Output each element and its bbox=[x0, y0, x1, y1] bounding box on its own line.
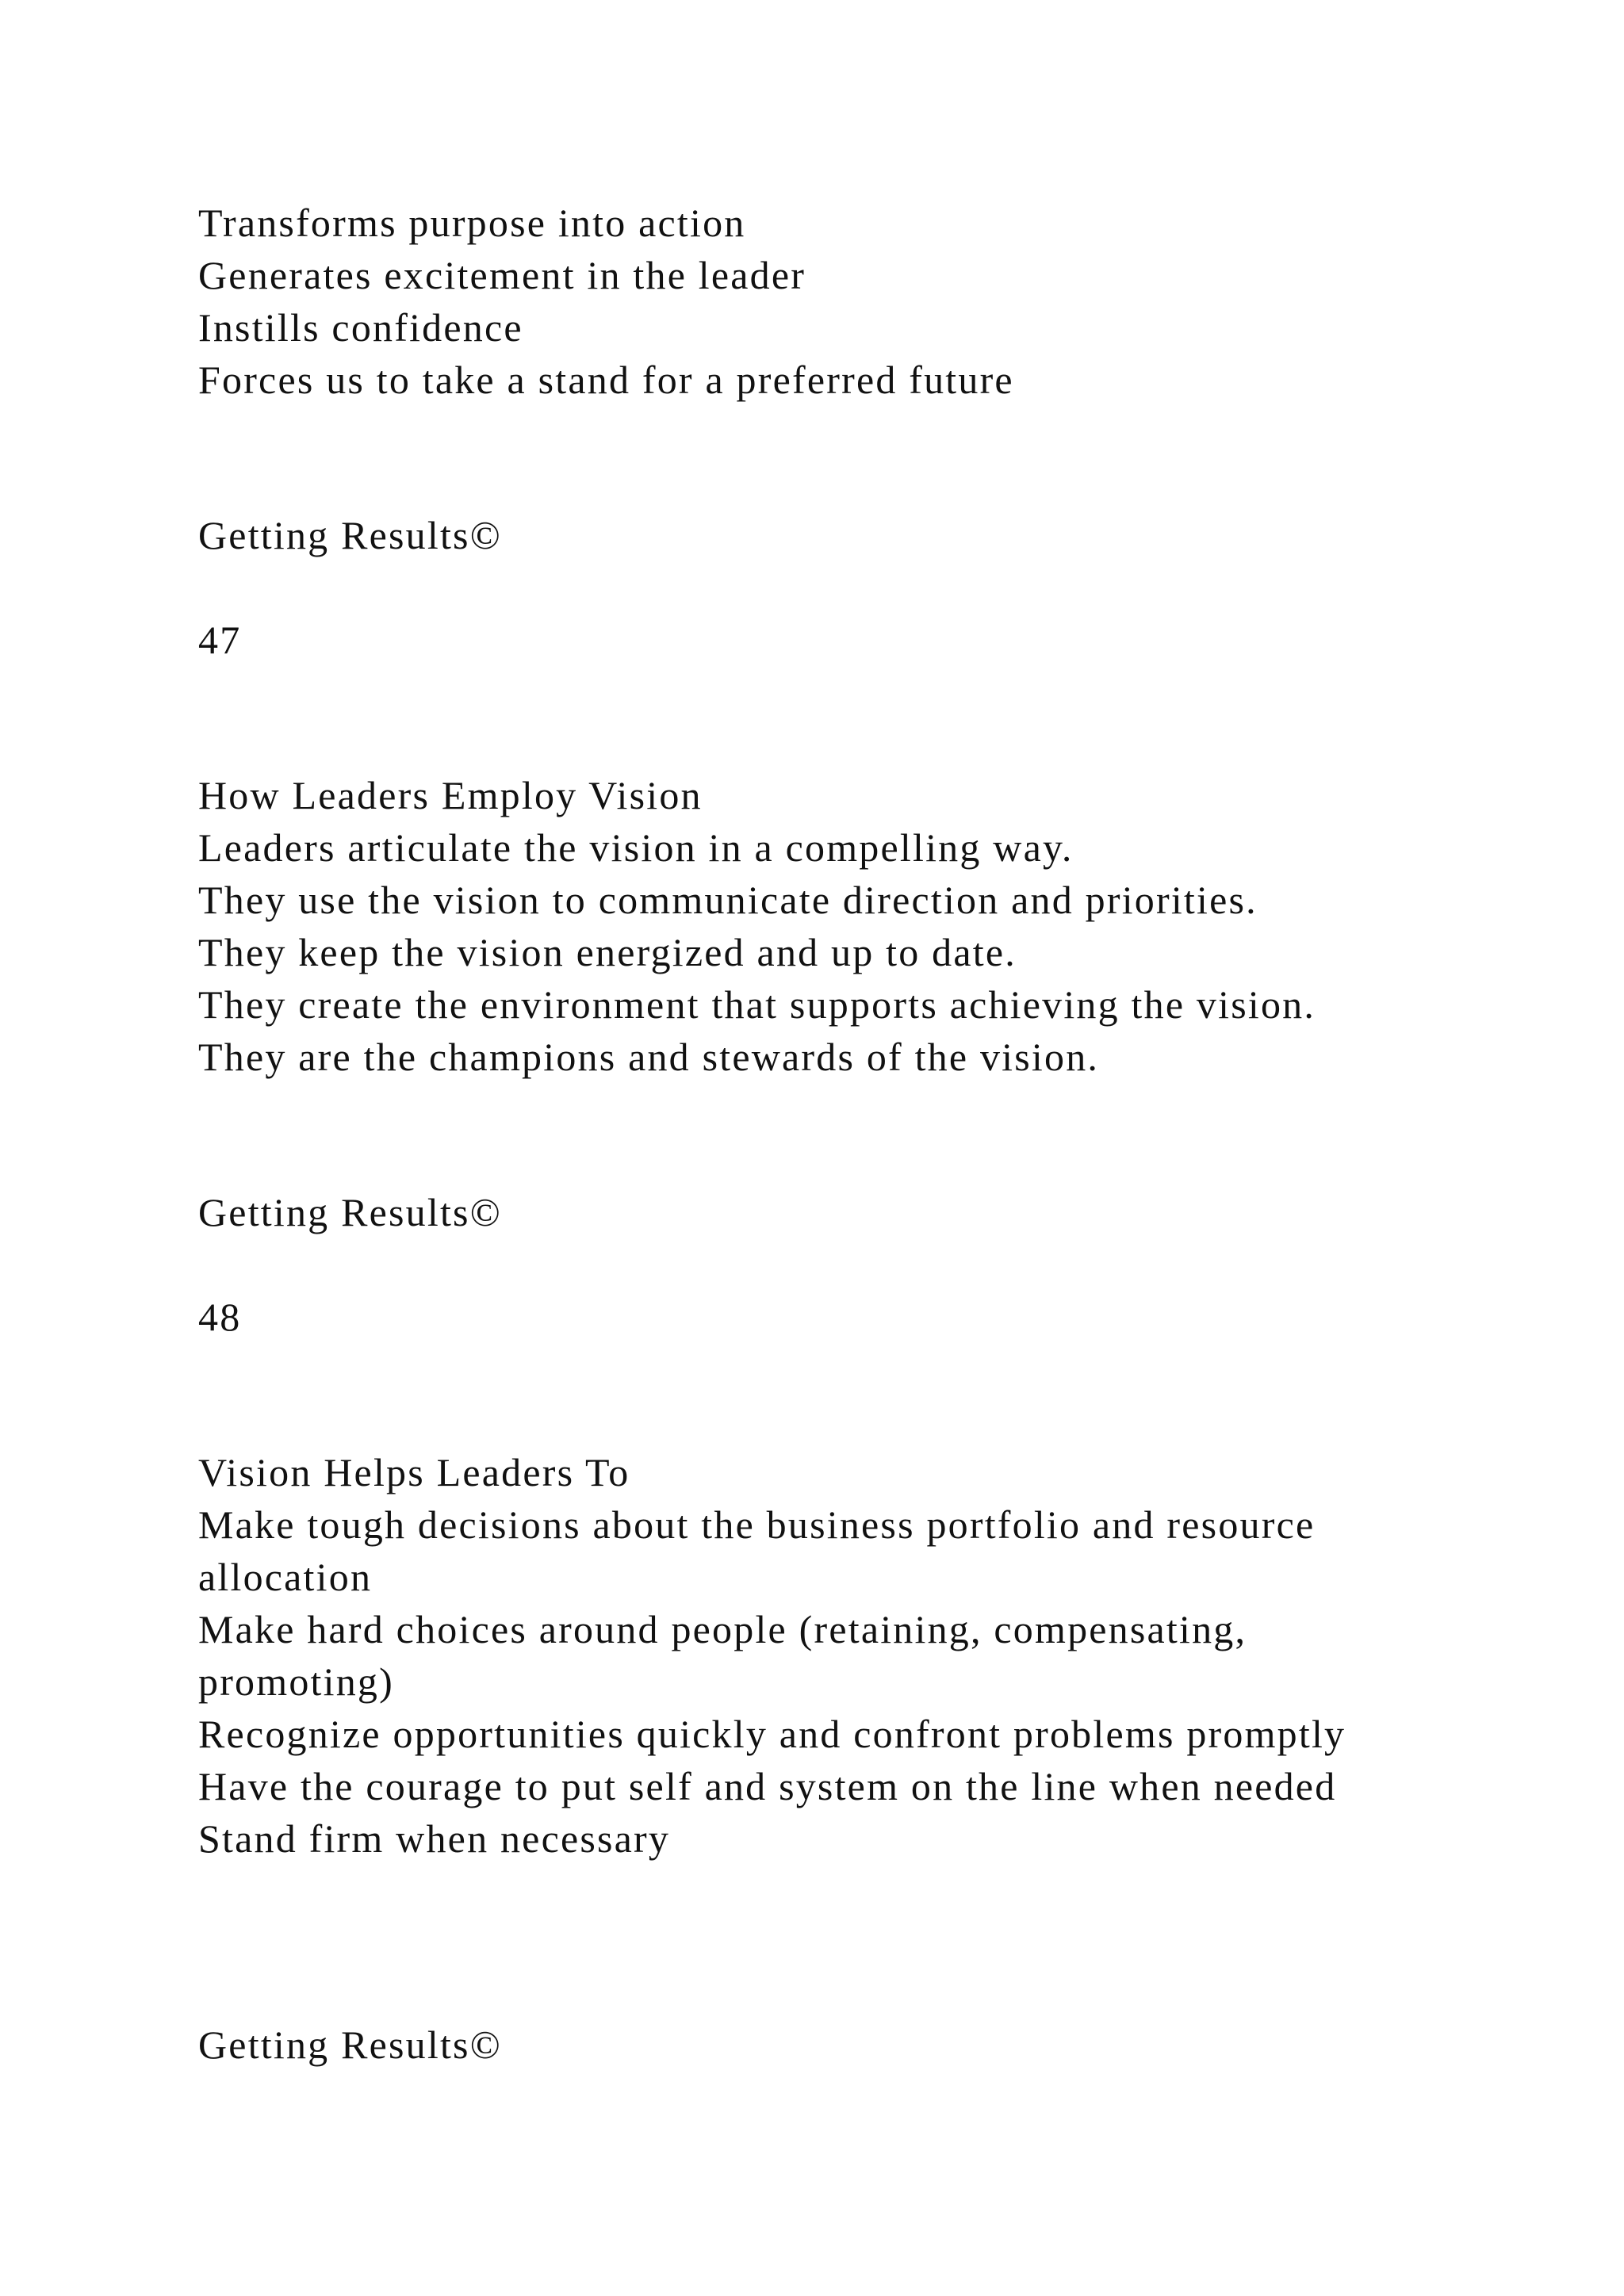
list-item: They use the vision to communicate direction and priorities. bbox=[198, 878, 1258, 922]
list-item: Make tough decisions about the business portfolio and resource allocation bbox=[198, 1502, 1316, 1599]
list-item: Generates excitement in the leader bbox=[198, 253, 806, 297]
section-1-footer bbox=[198, 509, 1546, 561]
list-item: Stand firm when necessary bbox=[198, 1816, 671, 1861]
list-item: Have the courage to put self and system on the line when needed bbox=[198, 1764, 1337, 1808]
footer-text: Getting Results© bbox=[198, 513, 502, 557]
section-2 bbox=[198, 769, 1546, 1083]
list-item: Instills confidence bbox=[198, 305, 523, 350]
list-item: Transforms purpose into action bbox=[198, 201, 746, 245]
section-3 bbox=[198, 1446, 1546, 1865]
list-item: They keep the vision energized and up to date. bbox=[198, 930, 1017, 974]
list-item: Recognize opportunities quickly and confront problems promptly bbox=[198, 1712, 1346, 1756]
section-2-page-number bbox=[198, 1291, 1546, 1343]
list-item: Make hard choices around people (retaining, compensating, promoting) bbox=[198, 1607, 1247, 1704]
section-title: How Leaders Employ Vision bbox=[198, 773, 703, 817]
footer-text: Getting Results© bbox=[198, 1190, 502, 1234]
page-number: 47 bbox=[198, 618, 242, 662]
list-item: Forces us to take a stand for a preferred future bbox=[198, 358, 1014, 402]
list-item: Leaders articulate the vision in a compelling way. bbox=[198, 825, 1074, 870]
footer-text: Getting Results© bbox=[198, 2022, 502, 2067]
section-2-footer bbox=[198, 1186, 1546, 1238]
section-1-page-number bbox=[198, 614, 1546, 666]
section-3-footer bbox=[198, 2019, 1546, 2071]
list-item: They are the champions and stewards of the vision. bbox=[198, 1035, 1100, 1079]
list-item: They create the environment that supports achieving the vision. bbox=[198, 982, 1316, 1027]
page-number: 48 bbox=[198, 1295, 242, 1339]
section-1-list bbox=[198, 197, 1546, 406]
section-title: Vision Helps Leaders To bbox=[198, 1450, 630, 1494]
